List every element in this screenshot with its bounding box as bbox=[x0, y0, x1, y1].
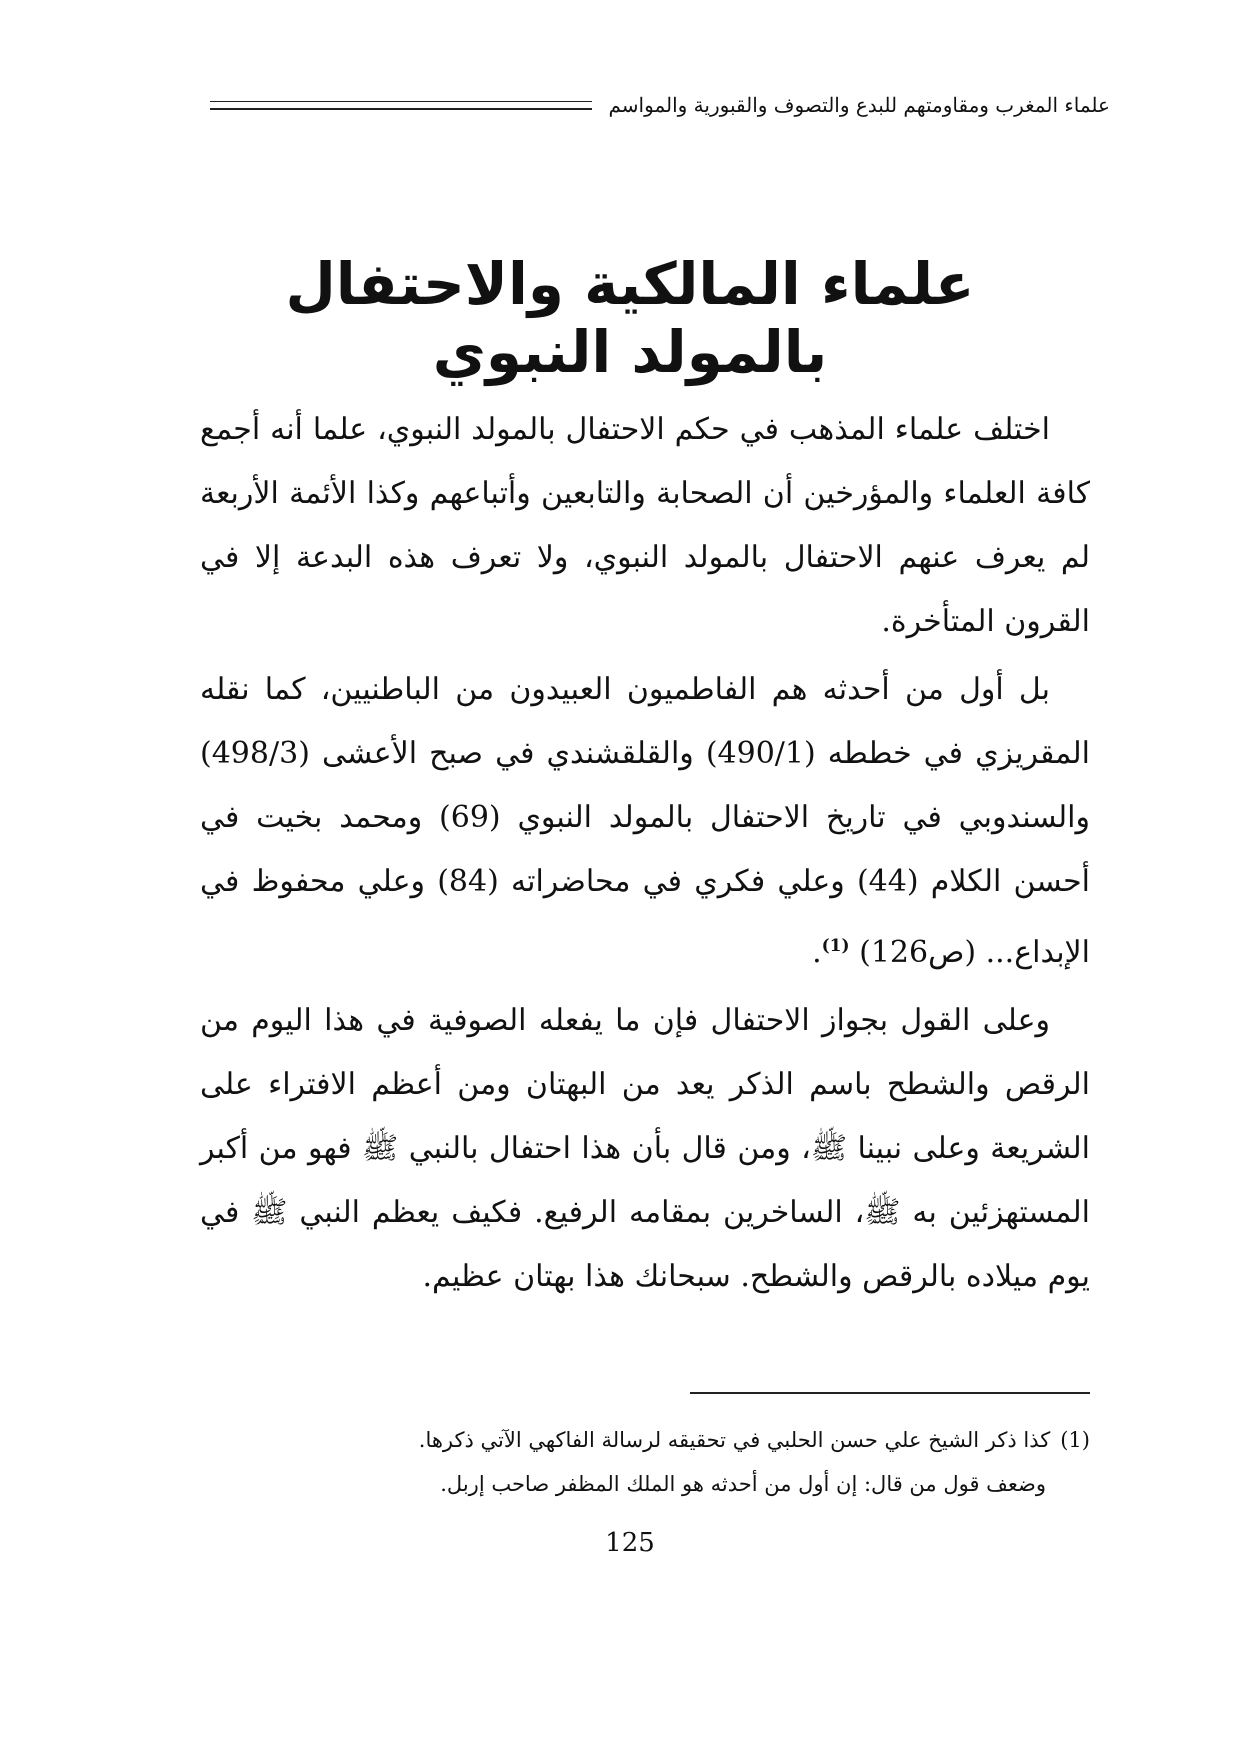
paragraph-2-text: بل أول من أحدثه هم الفاطميون العبيدون من الباطنيين، كما نقله المقريزي في خططه (490/1) والقلقشندي في صبح الأعشى (498/3) والسندوبي في تاريخ الاحتفال بالمولد النبوي (69) ومحمد بخيت في أحسن الكلام (44) وعلي فكري في محاضراته (84) وعلي محفوظ في الإبداع... (ص126) bbox=[200, 672, 1091, 970]
footnote-1-text: كذا ذكر الشيخ علي حسن الحلبي في تحقيقه لرسالة الفاكهي الآتي ذكرها. bbox=[418, 1428, 1051, 1452]
footnote-separator bbox=[690, 1392, 1090, 1394]
page-number: 125 bbox=[605, 1528, 655, 1558]
footnote-reference: (1) bbox=[821, 936, 850, 956]
body-text bbox=[200, 398, 1090, 1313]
footnote-1 bbox=[360, 1418, 1090, 1462]
paragraph-1: اختلف علماء المذهب في حكم الاحتفال بالمولد النبوي، علما أنه أجمع كافة العلماء والمؤرخين أن الصحابة والتابعين وأتباعهم وكذا الأئمة الأربعة لم يعرف عنهم الاحتفال بالمولد النبوي، ولا تعرف هذه البدعة إلا في القرون المتأخرة. bbox=[200, 412, 1090, 639]
chapter-title: علماء المالكية والاحتفال بالمولد النبوي bbox=[285, 250, 975, 386]
paragraph-2-end: . bbox=[812, 935, 822, 970]
running-header-title: علماء المغرب ومقاومتهم للبدع والتصوف والقبورية والمواسم bbox=[608, 93, 1110, 117]
paragraph-2 bbox=[200, 658, 1090, 985]
footnotes bbox=[360, 1418, 1090, 1506]
paragraph-3: وعلى القول بجواز الاحتفال فإن ما يفعله الصوفية في هذا اليوم من الرقص والشطح باسم الذكر يعد من البهتان ومن أعظم الافتراء على الشريعة وعلى نبينا ﷺ، ومن قال بأن هذا احتفال بالنبي ﷺ فهو من أكبر المستهزئين به ﷺ، الساخرين بمقامه الرفيع. فكيف يعظم النبي ﷺ في يوم ميلاده بالرقص والشطح. سبحانك هذا بهتان عظيم. bbox=[200, 1003, 1090, 1294]
header-double-rule bbox=[210, 101, 592, 110]
footnote-1-continuation: وضعف قول من قال: إن أول من أحدثه هو الملك المظفر صاحب إربل. bbox=[440, 1472, 1046, 1496]
footnote-marker: (1) bbox=[1060, 1428, 1090, 1452]
running-header bbox=[210, 90, 1110, 120]
